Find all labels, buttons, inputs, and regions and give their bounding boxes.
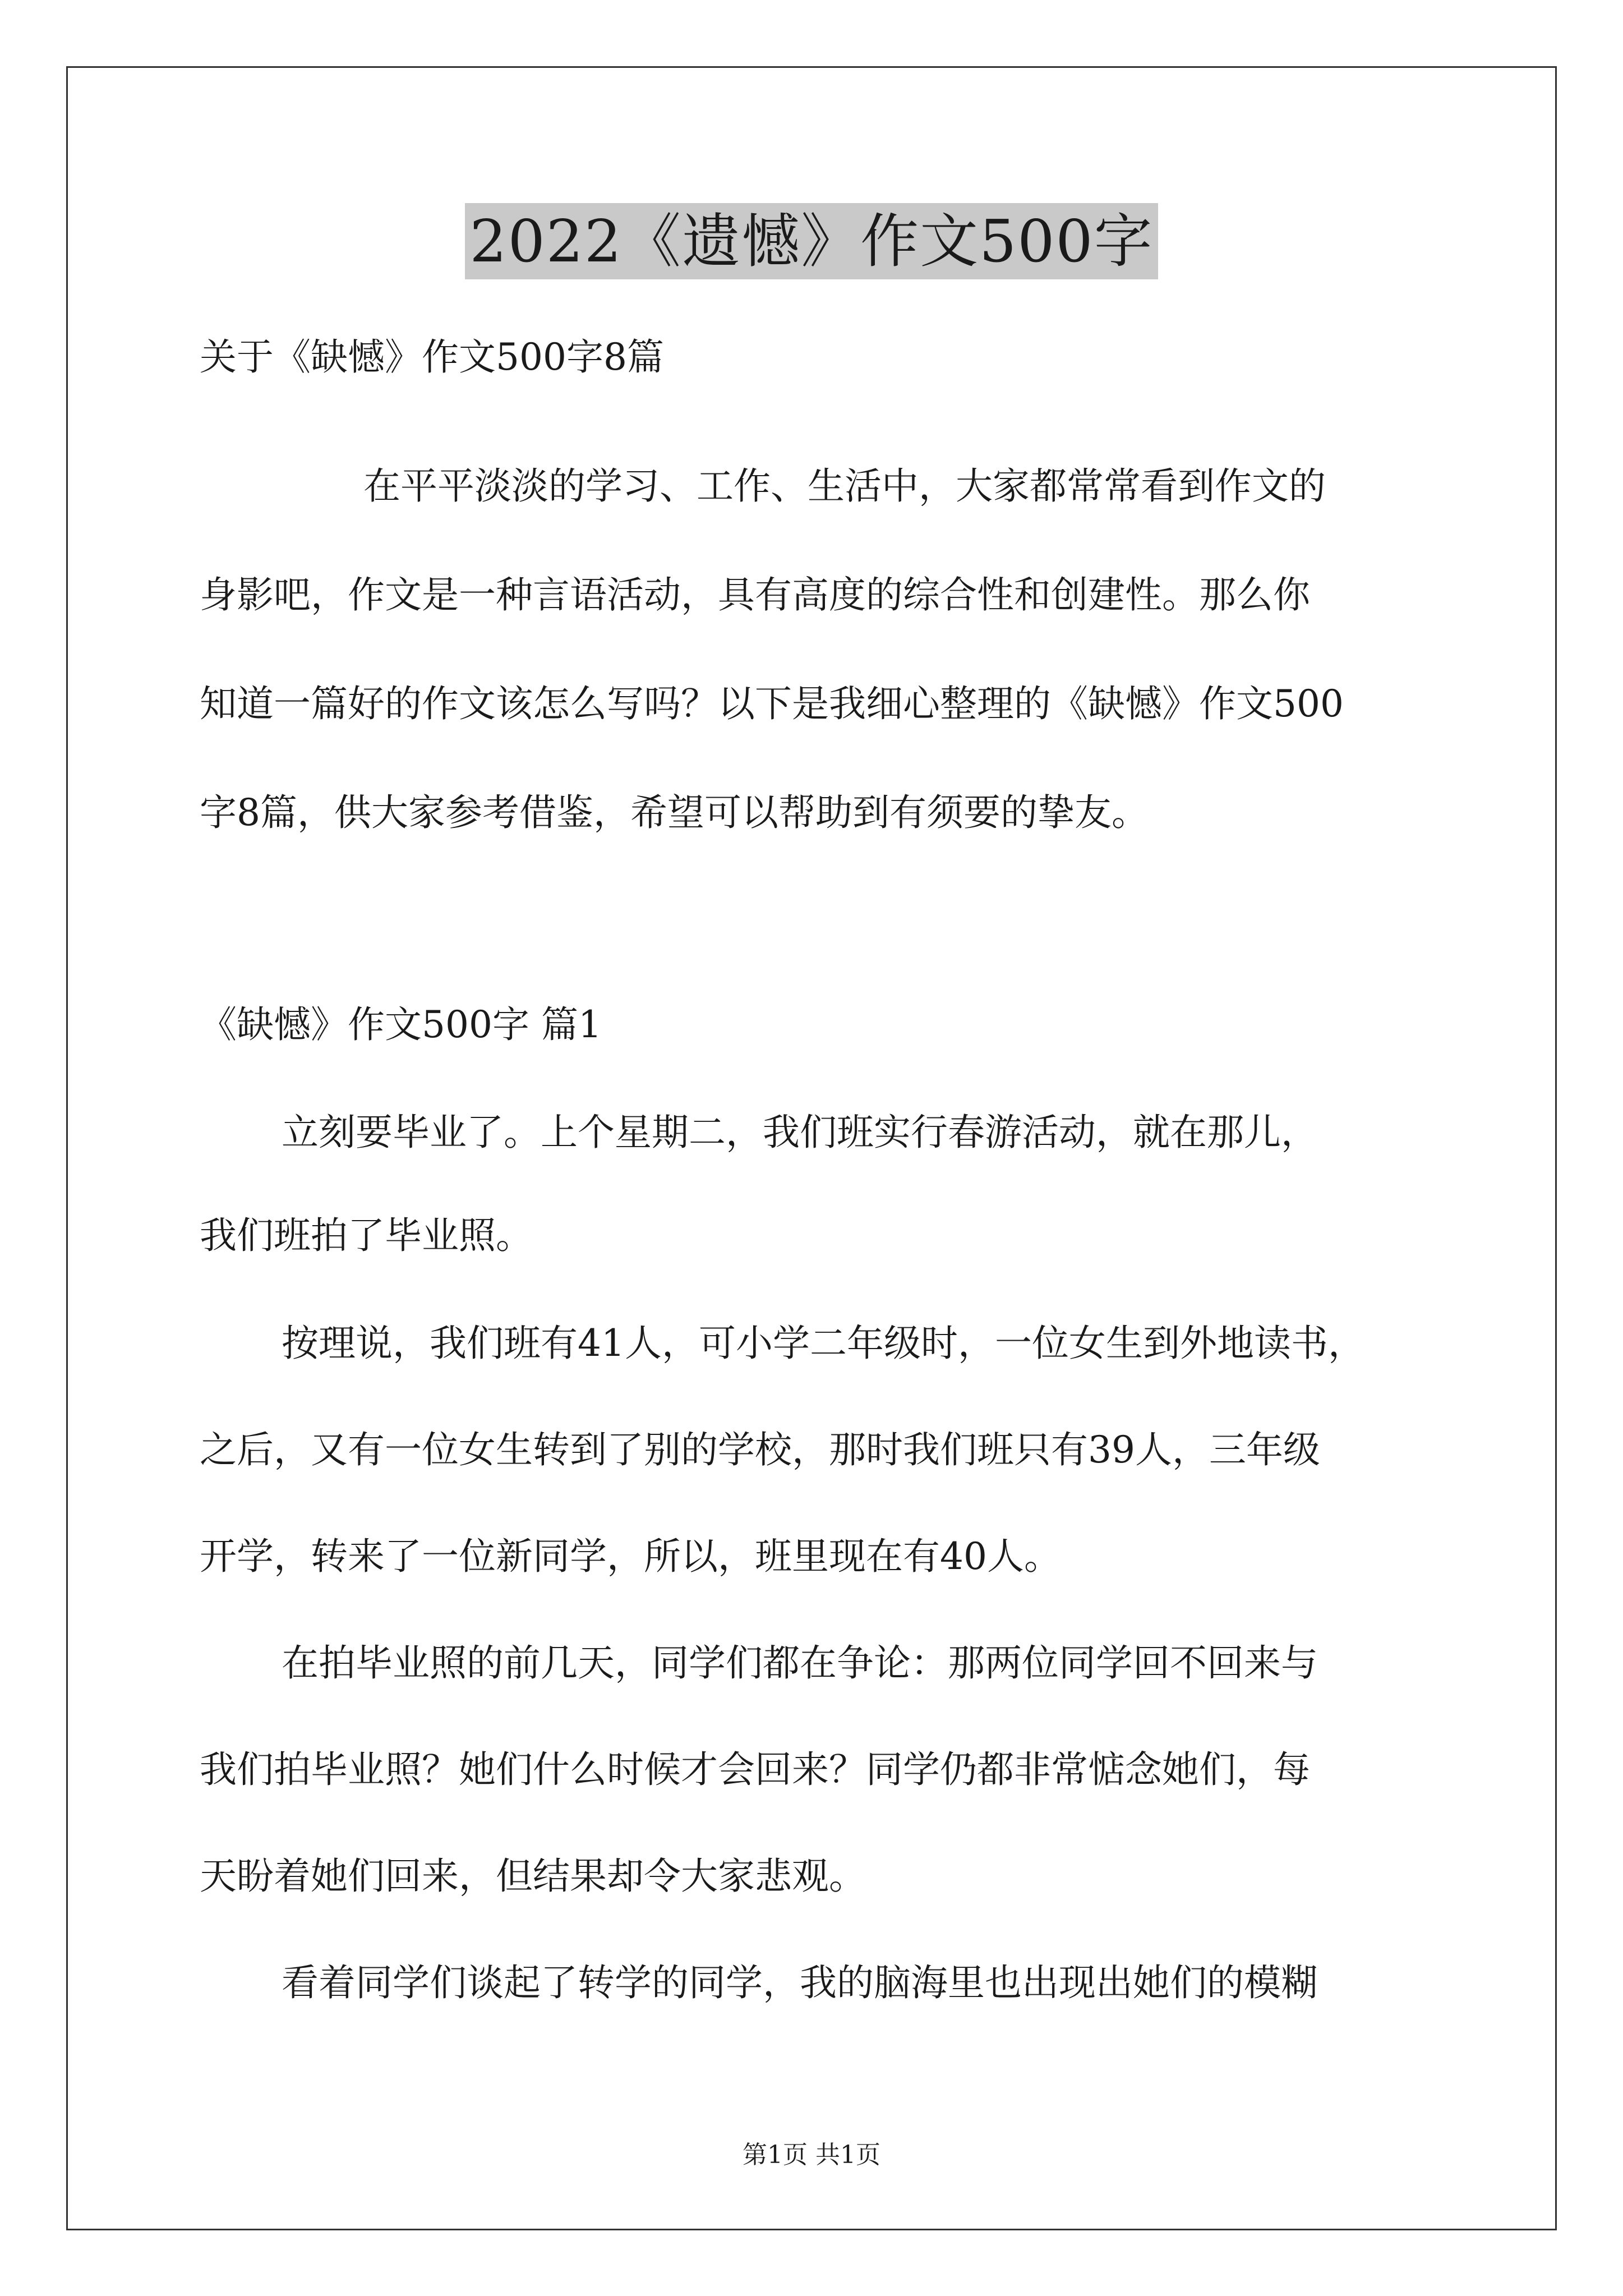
paragraph-line: 身影吧，作文是一种言语活动，具有高度的综合性和创建性。那么你 xyxy=(200,573,1310,616)
paragraph-line: 天盼着她们回来，但结果却令大家悲观。 xyxy=(200,1855,866,1898)
paragraph-line: 在拍毕业照的前几天，同学们都在争论：那两位同学回不回来与 xyxy=(282,1641,1318,1685)
paragraph-line: 开学，转来了一位新同学，所以，班里现在有40人。 xyxy=(200,1535,1061,1578)
page-footer: 第1页 共1页 xyxy=(743,2141,880,2169)
paragraph-line: 之后，又有一位女生转到了别的学校，那时我们班只有39人，三年级 xyxy=(200,1428,1320,1471)
paragraph-line: 字8篇，供大家参考借鉴，希望可以帮助到有须要的挚友。 xyxy=(200,791,1149,834)
paragraph-line: 我们班拍了毕业照。 xyxy=(200,1214,533,1257)
subtitle: 关于《缺憾》作文500字8篇 xyxy=(200,335,664,379)
paragraph-line: 看着同学们谈起了转学的同学，我的脑海里也出现出她们的模糊 xyxy=(282,1961,1318,2004)
paragraph-line: 知道一篇好的作文该怎么写吗？以下是我细心整理的《缺憾》作文500 xyxy=(200,682,1344,725)
paragraph-line: 我们拍毕业照？她们什么时候才会回来？同学仍都非常惦念她们，每 xyxy=(200,1748,1310,1791)
section-heading: 《缺憾》作文500字 篇1 xyxy=(200,1003,602,1046)
paragraph-line: 按理说，我们班有41人，可小学二年级时，一位女生到外地读书， xyxy=(282,1322,1365,1365)
paragraph-line: 在平平淡淡的学习、工作、生活中，大家都常常看到作文的 xyxy=(363,464,1326,508)
title-container xyxy=(0,203,1623,279)
paragraph-line: 立刻要毕业了。上个星期二，我们班实行春游活动，就在那儿， xyxy=(282,1111,1318,1154)
document-title: 2022《遗憾》作文500字 xyxy=(465,203,1158,279)
